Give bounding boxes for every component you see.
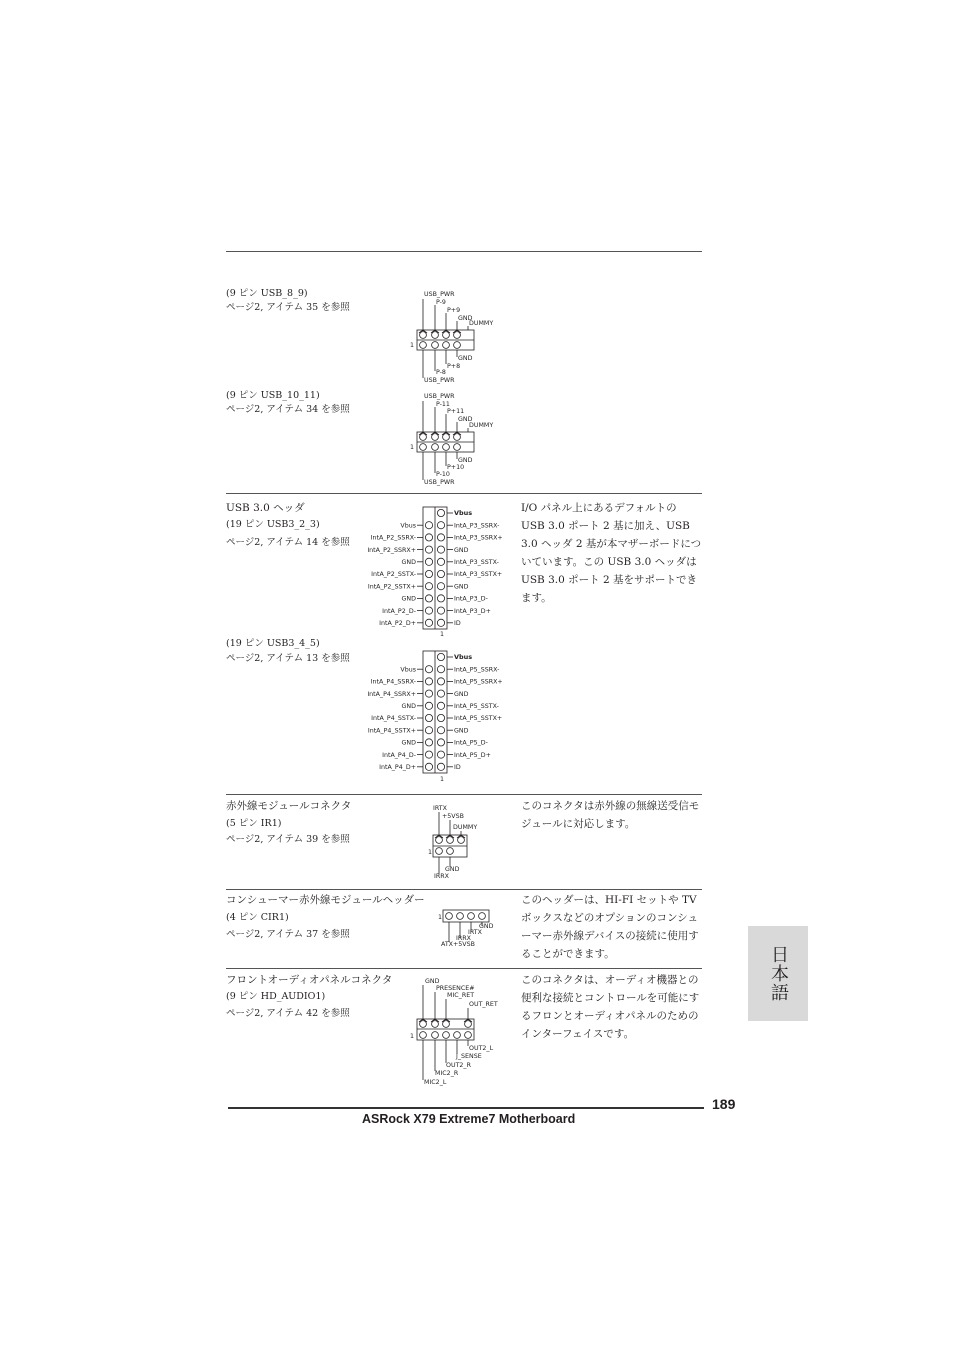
h2-left-pin-label: IntA_P4_SSRX+ bbox=[367, 690, 416, 698]
ir-pin-label: IRRX bbox=[434, 873, 449, 880]
h1-right-pin-label: ID bbox=[454, 620, 461, 627]
audio-ref: ページ2, アイテム 42 を参照 bbox=[226, 1008, 350, 1019]
h1-left-pin-label: Vbus bbox=[400, 522, 416, 530]
audio-pin-label: OUT2_R bbox=[446, 1062, 471, 1069]
usb1011-pin-label: DUMMY bbox=[469, 422, 494, 429]
usb3-h2-title: (19 ピン USB3_4_5) bbox=[226, 638, 320, 649]
usb1011-pin-label: GND bbox=[458, 416, 473, 423]
usb3-description: I/O パネル上にあるデフォルトの USB 3.0 ポート 2 基に加え、USB 3.0 ヘッダ 2 基が本マザーボードについています。この USB 3.0 ヘッダは USB 3.0 ポート 2 基をサポートできます。 bbox=[521, 502, 702, 604]
audio-pin-label: OUT_RET bbox=[469, 1001, 498, 1008]
usb1011-title: (9 ピン USB_10_11) bbox=[226, 390, 320, 401]
h2-left-pin-label: IntA_P4_SSTX- bbox=[371, 715, 416, 723]
h2-right-pin-label: IntA_P5_D- bbox=[454, 739, 488, 747]
usb1011-pin-label: P+10 bbox=[447, 464, 465, 471]
footer-title: ASRock X79 Extreme7 Motherboard bbox=[362, 1112, 576, 1126]
cir-pin-one: 1 bbox=[438, 914, 443, 921]
cir-title: (4 ピン CIR1) bbox=[226, 912, 289, 923]
h1-left-pin-label: IntA_P2_D- bbox=[382, 607, 416, 615]
page-number: 189 bbox=[712, 1096, 736, 1112]
audio-pin-label: J_SENSE bbox=[456, 1053, 482, 1060]
h2-right-pin-label: GND bbox=[454, 727, 469, 735]
audio-description: このコネクタは、オーディオ機器との便利な接続とコントロールを可能にするフロンとオーディオパネルのためのインターフェイスです。 bbox=[521, 974, 700, 1040]
language-tab bbox=[748, 926, 808, 1021]
h1-left-pin-label: GND bbox=[401, 559, 416, 566]
audio-title: (9 ピン HD_AUDIO1) bbox=[226, 991, 326, 1002]
usb89-pin-label: DUMMY bbox=[469, 320, 494, 327]
cir-description: このヘッダーは、HI-FI セットや TV ボックスなどのオプションのコンシューマー赤外線デバイスの接続に使用することができます。 bbox=[521, 894, 699, 960]
ir-pin-label: +5VSB bbox=[442, 813, 464, 820]
usb89-pin-label: USB_PWR bbox=[424, 291, 455, 298]
usb89-pin-label: GND bbox=[458, 355, 473, 362]
ir-pin-label: DUMMY bbox=[453, 824, 478, 831]
usb89-pin-one: 1 bbox=[410, 342, 415, 349]
h2-right-pin-label: IntA_P5_SSRX+ bbox=[454, 678, 503, 686]
usb89-pin-label: P-9 bbox=[436, 299, 446, 306]
usb89-pin-label: P+8 bbox=[447, 363, 461, 370]
audio-pin-label: OUT2_L bbox=[469, 1045, 494, 1052]
cir-ref: ページ2, アイテム 37 を参照 bbox=[226, 929, 350, 940]
h1-right-pin-label: IntA_P3_SSRX+ bbox=[454, 534, 503, 542]
h1-right-pin-label: IntA_P3_SSTX- bbox=[454, 559, 499, 566]
h2-right-pin-label: IntA_P5_SSTX- bbox=[454, 703, 499, 710]
usb1011-pin-label: USB_PWR bbox=[424, 393, 455, 400]
h1-right-pin-label: IntA_P3_SSRX- bbox=[454, 522, 500, 530]
h1-left-pin-label: IntA_P2_SSRX- bbox=[370, 534, 416, 542]
footer-rule bbox=[228, 1107, 704, 1109]
h1-left-pin-label: GND bbox=[401, 595, 416, 603]
h2-right-pin-label: IntA_P5_SSTX+ bbox=[454, 715, 503, 723]
cir-pin-label: IRTX bbox=[468, 929, 482, 936]
ir-pin-label: GND bbox=[445, 866, 460, 873]
h1-right-pin-label: IntA_P3_D+ bbox=[454, 607, 491, 615]
cir-pin-label: ATX+5VSB bbox=[441, 941, 475, 948]
usb89-pin-label: USB_PWR bbox=[424, 377, 455, 384]
usb3-h1-title: (19 ピン USB3_2_3) bbox=[226, 519, 320, 530]
cir-pin-label: IRRX bbox=[456, 935, 471, 942]
usb1011-pin-label: GND bbox=[458, 457, 473, 464]
usb1011-pin-label: P-10 bbox=[436, 471, 450, 478]
h1-right-pin-label: IntA_P3_D- bbox=[454, 595, 488, 603]
h2-left-pin-label: IntA_P4_SSRX- bbox=[370, 678, 416, 686]
h2-left-pin-label: IntA_P4_D- bbox=[382, 751, 416, 759]
usb89-pin-label: P+9 bbox=[447, 307, 461, 314]
h1-left-pin-label: IntA_P2_D+ bbox=[379, 620, 416, 627]
usb3-h1-pin-one: 1 bbox=[440, 631, 445, 638]
audio-pin-label: MIC2_L bbox=[424, 1079, 447, 1086]
h2-left-pin-label: Vbus bbox=[400, 666, 416, 674]
ir-pin-one: 1 bbox=[428, 849, 433, 856]
h2-left-pin-label: GND bbox=[401, 739, 416, 747]
usb1011-ref: ページ2, アイテム 34 を参照 bbox=[226, 404, 350, 415]
ir-description: このコネクタは赤外線の無線送受信モジュールに対応します。 bbox=[521, 800, 700, 830]
h2-right-pin-label: ID bbox=[454, 764, 461, 771]
h2-left-pin-label: GND bbox=[401, 703, 416, 710]
usb1011-pin-label: P+11 bbox=[447, 408, 465, 415]
usb1011-pin-label: USB_PWR bbox=[424, 479, 455, 486]
usb89-pin-label: GND bbox=[458, 315, 473, 322]
h2-left-pin-label: IntA_P4_D+ bbox=[379, 764, 416, 771]
ir-ref: ページ2, アイテム 39 を参照 bbox=[226, 834, 350, 845]
usb1011-pin-label: P-11 bbox=[436, 401, 450, 408]
usb89-pin-label: P-8 bbox=[436, 369, 446, 376]
audio-pin-label: PRESENCE# bbox=[436, 985, 475, 992]
ir-heading: 赤外線モジュールコネクタ bbox=[226, 800, 352, 812]
ir-pin-label: IRTX bbox=[433, 805, 447, 812]
usb89-ref: ページ2, アイテム 35 を参照 bbox=[226, 302, 350, 313]
cir-heading: コンシューマー赤外線モジュールヘッダー bbox=[226, 894, 425, 906]
h2-right-pin-label: IntA_P5_SSRX- bbox=[454, 666, 500, 674]
audio-pin-one: 1 bbox=[410, 1033, 415, 1040]
h1-right-pin-label: Vbus bbox=[454, 509, 473, 518]
ir-title: (5 ピン IR1) bbox=[226, 818, 282, 829]
usb3-heading: USB 3.0 ヘッダ bbox=[226, 502, 305, 514]
h1-left-pin-label: IntA_P2_SSTX- bbox=[371, 571, 416, 579]
h2-right-pin-label: Vbus bbox=[454, 653, 473, 662]
audio-pin-label: MIC2_R bbox=[435, 1070, 459, 1077]
usb3-h1-ref: ページ2, アイテム 14 を参照 bbox=[226, 537, 350, 548]
usb1011-pin-one: 1 bbox=[410, 444, 415, 451]
h2-left-pin-label: IntA_P4_SSTX+ bbox=[367, 727, 416, 735]
usb3-h2-ref: ページ2, アイテム 13 を参照 bbox=[226, 653, 350, 664]
cir-pin-label: GND bbox=[479, 923, 494, 930]
h1-right-pin-label: GND bbox=[454, 583, 469, 591]
usb3-h2-pin-one: 1 bbox=[440, 776, 445, 783]
h2-right-pin-label: GND bbox=[454, 690, 469, 698]
h1-right-pin-label: GND bbox=[454, 546, 469, 554]
h1-left-pin-label: IntA_P2_SSRX+ bbox=[367, 546, 416, 554]
language-tab-label: 日本語 bbox=[768, 945, 789, 1002]
audio-pin-label: GND bbox=[425, 978, 440, 985]
audio-heading: フロントオーディオパネルコネクタ bbox=[226, 974, 393, 986]
h1-right-pin-label: IntA_P3_SSTX+ bbox=[454, 571, 503, 579]
h2-right-pin-label: IntA_P5_D+ bbox=[454, 751, 491, 759]
h1-left-pin-label: IntA_P2_SSTX+ bbox=[367, 583, 416, 591]
usb89-title: (9 ピン USB_8_9) bbox=[226, 288, 308, 299]
audio-pin-label: MIC_RET bbox=[447, 992, 475, 999]
